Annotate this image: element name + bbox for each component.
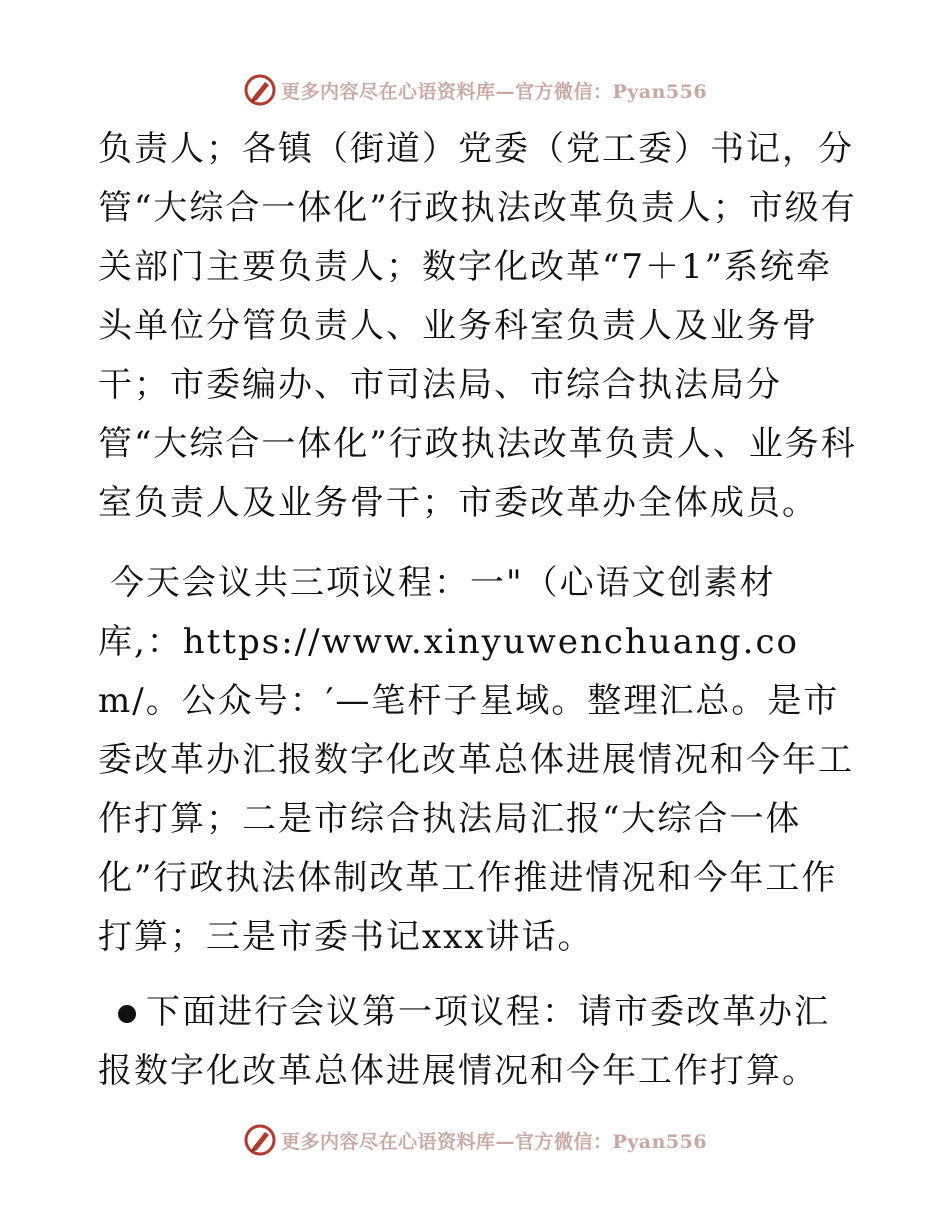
- paragraph-first-item-text: 下面进行会议第一项议程：请市委改革办汇报数字化改革总体进展情况和今年工作打算。: [98, 992, 830, 1091]
- paragraph-attendees: 负责人；各镇（街道）党委（党工委）书记，分管“大综合一体化”行政执法改革负责人；市级有关部门主要负责人；数字化改革“7＋1”系统牵头单位分管负责人、业务科室负责人及业务骨干；市委编办、市司法局、市综合执法局分管“大综合一体化”行政执法改革负责人、业务科室负责人及业务骨干；市委改革办全体成员。: [98, 129, 857, 523]
- paragraph-agenda: 今天会议共三项议程：一"（心语文创素材库,：https://www.xinyuwenchuang.com/。公众号：′—笔杆子星域。整理汇总。是市委改革办汇报数字化改革总体进展情况和今年工作打算；二是市综合执法局汇报“大综合一体化”行政执法体制改革工作推进情况和今年工作打算；三是市委书记xxx讲话。: [98, 563, 854, 957]
- footer-banner-text: 更多内容尽在心语资料库—官方微信：Pyan556: [280, 1130, 708, 1153]
- paragraph-first-item: [98, 983, 858, 1101]
- header-banner: [0, 70, 950, 110]
- pen-logo-icon: [243, 73, 277, 107]
- header-banner-text: 更多内容尽在心语资料库—官方微信：Pyan556: [280, 80, 708, 103]
- footer-banner: [0, 1120, 950, 1160]
- bullet-icon: [118, 1005, 136, 1023]
- pen-logo-icon: [243, 1123, 277, 1157]
- document-body: [98, 120, 858, 1101]
